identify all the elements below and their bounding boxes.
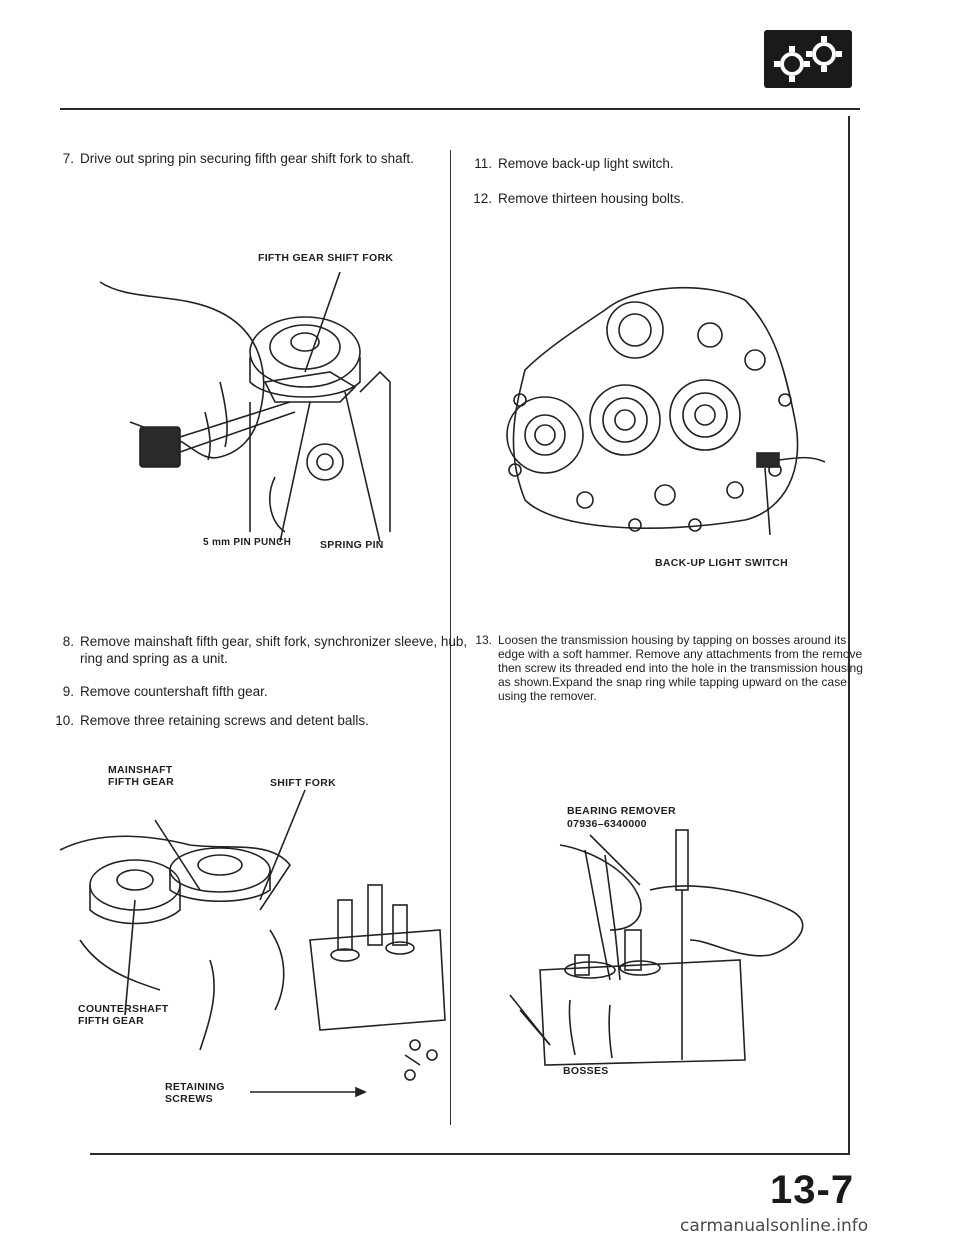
label-bosses: BOSSES [563, 1065, 609, 1077]
figure-bearing-remover [490, 830, 820, 1070]
step-7 [52, 150, 470, 167]
figure-mainshaft-countershaft [60, 790, 450, 1120]
step-number: 7. [62, 151, 74, 166]
step-13 [470, 633, 870, 703]
step-text: Loosen the transmission housing by tapping on bosses around its edge with a soft hammer. Remove any attachments from the remove then screw its threaded end into the hole in the transmission housing as shown.Expand the snap ring while tapping upward on the case using the remover. [498, 633, 863, 703]
step-number: 11. [474, 156, 492, 171]
page-number: 13-7 [770, 1168, 855, 1212]
label-backup-light-switch: BACK-UP LIGHT SWITCH [655, 557, 788, 569]
label-retaining-screws: RETAINING SCREWS [165, 1081, 225, 1105]
step-11 [470, 155, 868, 172]
label-fifth-gear-shift-fork: FIFTH GEAR SHIFT FORK [258, 252, 394, 264]
step-10 [52, 712, 470, 729]
label-countershaft-fifth-gear: COUNTERSHAFT FIFTH GEAR [78, 1003, 169, 1027]
figure-fifth-gear-shift-fork [90, 262, 430, 542]
step-text: Remove mainshaft fifth gear, shift fork, synchronizer sleeve, hub, ring and spring as a unit. [80, 634, 468, 666]
label-bearing-remover-part-number: 07936–6340000 [567, 818, 647, 830]
label-mainshaft-fifth-gear: MAINSHAFT FIFTH GEAR [108, 764, 174, 788]
step-number: 9. [62, 684, 74, 699]
label-spring-pin: SPRING PIN [320, 539, 384, 551]
step-number: 10. [55, 713, 74, 728]
step-number: 12. [473, 191, 492, 206]
gears-icon [764, 30, 852, 88]
step-text: Remove three retaining screws and detent balls. [80, 713, 369, 728]
step-number: 8. [62, 634, 74, 649]
section-gears-logo [764, 30, 852, 88]
figure-transmission-housing [485, 270, 835, 565]
step-text: Drive out spring pin securing fifth gear shift fork to shaft. [80, 151, 414, 166]
label-pin-punch: 5 mm PIN PUNCH [203, 537, 292, 548]
step-8 [52, 633, 470, 667]
step-12 [470, 190, 868, 207]
step-text: Remove countershaft fifth gear. [80, 684, 268, 699]
label-bearing-remover: BEARING REMOVER [567, 805, 676, 817]
footer-rule [90, 1153, 850, 1155]
step-number: 13. [475, 633, 492, 647]
step-9 [52, 683, 470, 700]
step-text: Remove back-up light switch. [498, 156, 674, 171]
header-rule [60, 108, 860, 110]
step-text: Remove thirteen housing bolts. [498, 191, 685, 206]
watermark: carmanualsonline.info [680, 1216, 869, 1236]
label-shift-fork: SHIFT FORK [270, 777, 336, 789]
